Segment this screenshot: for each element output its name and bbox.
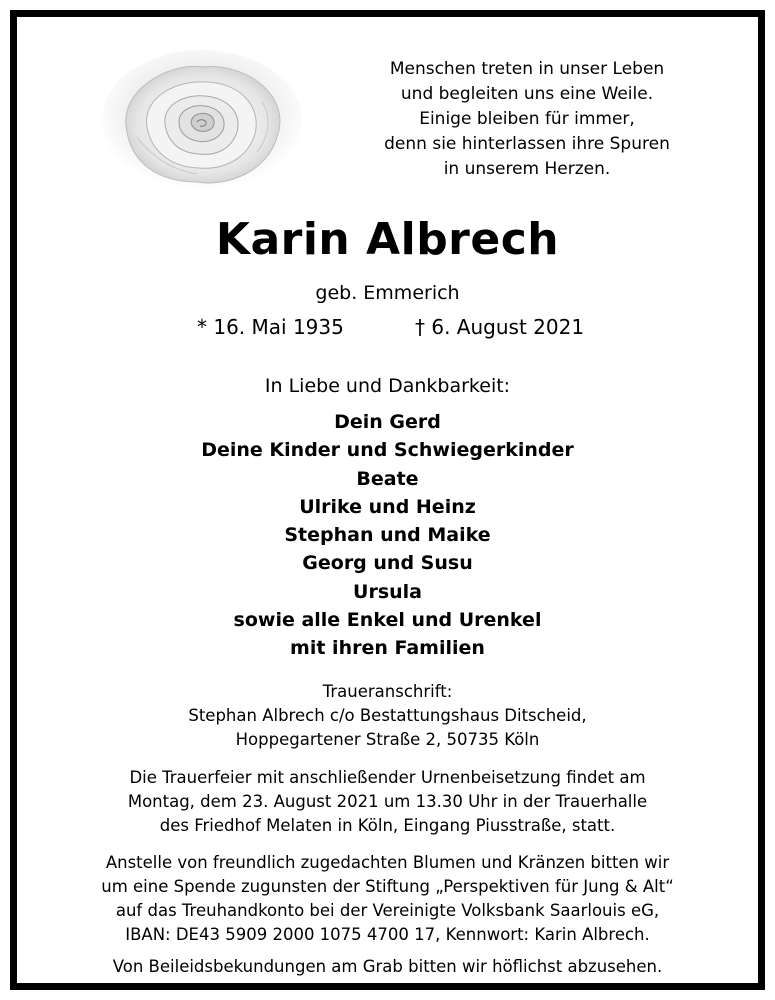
closing-note [17,955,758,979]
ceremony-line: Die Trauerfeier mit anschließender Urnenbeisetzung findet am [129,768,646,787]
poem-line: in unserem Herzen. [443,159,611,179]
closing-line: Von Beileidsbekundungen am Grab bitten wir höflichst abzusehen. [112,957,663,976]
donation-line: Anstelle von freundlich zugedachten Blumen und Kränzen bitten wir [105,853,670,872]
poem-line: denn sie hinterlassen ihre Spuren [384,134,670,154]
deceased-name: Karin Albrech [215,214,560,265]
mourner-line: Dein Gerd [334,411,441,433]
mourners-intro: In Liebe und Dankbarkeit: [264,375,511,397]
poem-line: Menschen treten in unser Leben [389,59,665,79]
address-line: Stephan Albrech c/o Bestattungshaus Ditscheid, [188,706,587,725]
mourner-line: Beate [356,467,419,490]
mourner-line: Stephan und Maike [284,524,491,547]
ceremony-line: des Friedhof Melaten in Köln, Eingang Piusstraße, statt. [159,816,616,835]
maiden-name: geb. Emmerich [315,282,460,304]
mourning-address [17,680,758,752]
mourner-line: sowie alle Enkel und Urenkel [233,609,542,632]
mourner-line: Deine Kinder und Schwiegerkinder [201,439,574,462]
ceremony-line: Montag, dem 23. August 2021 um 13.30 Uhr in der Trauerhalle [127,792,648,811]
poem [337,57,717,182]
mourner-line: Georg und Susu [302,552,473,575]
donation-line: auf das Treuhandkonto bei der Vereinigte Volksbank Saarlouis eG, [115,901,660,920]
mourners-list [17,408,758,663]
poem-line: Einige bleiben für immer, [419,109,635,129]
ceremony-info [17,766,758,838]
obituary-notice [10,10,765,990]
death-date: † 6. August 2021 [415,315,585,339]
poem-line: und begleiten uns eine Weile. [400,84,654,104]
mourner-line: Ursula [353,580,422,603]
birth-date: * 16. Mai 1935 [197,315,344,339]
address-line: Traueranschrift: [322,682,453,701]
address-line: Hoppegartener Straße 2, 50735 Köln [235,730,540,749]
donation-line: IBAN: DE43 5909 2000 1075 4700 17, Kennwort: Karin Albrech. [125,925,650,944]
donation-line: um eine Spende zugunsten der Stiftung „Perspektiven für Jung & Alt“ [101,877,674,896]
mourner-line: mit ihren Familien [290,637,485,660]
rose-icon [97,42,307,192]
donation-info [17,851,758,947]
mourner-line: Ulrike und Heinz [299,495,476,518]
